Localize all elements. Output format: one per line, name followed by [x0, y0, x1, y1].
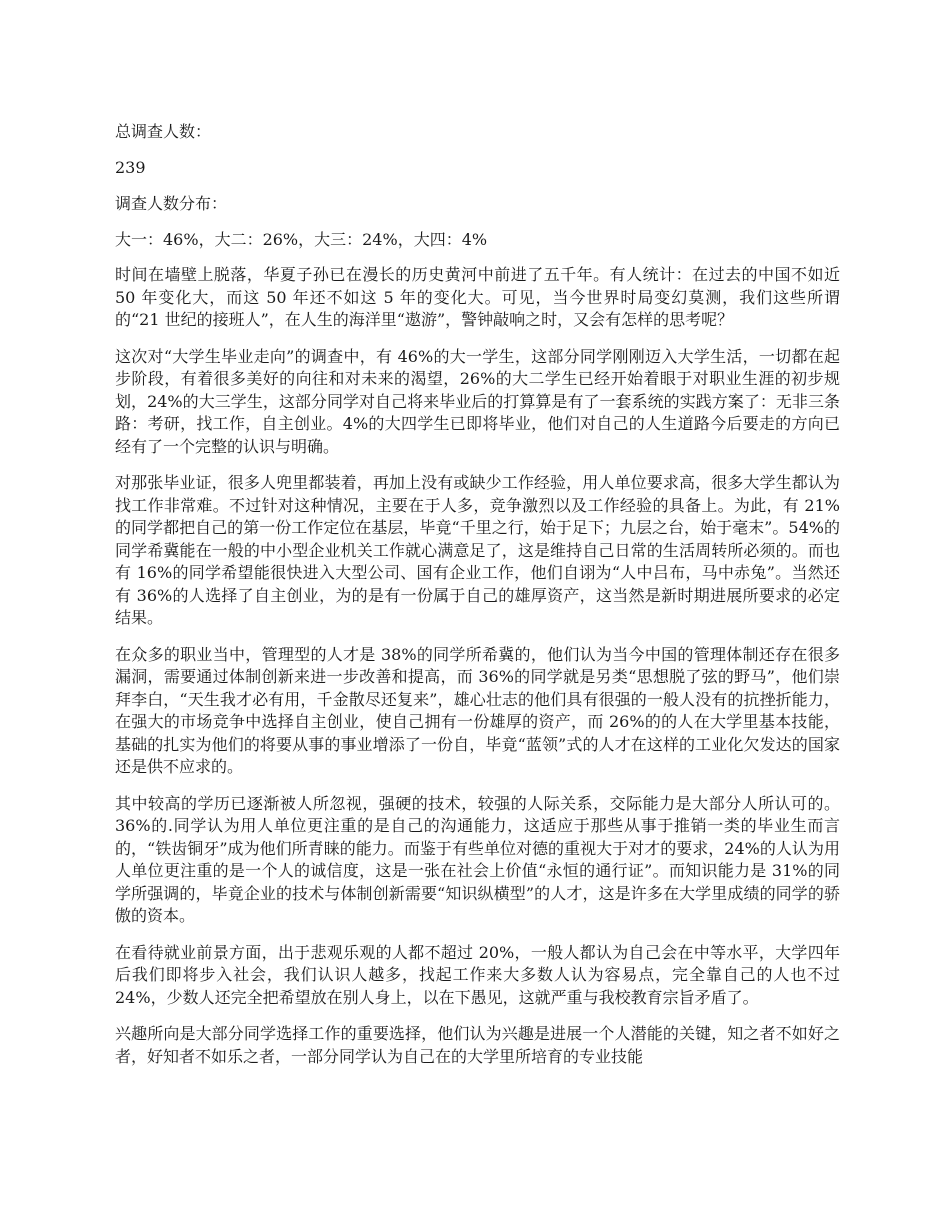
paragraph-intro: 时间在墙壁上脱落，华夏子孙已在漫长的历史黄河中前进了五千年。有人统计：在过去的中国不如近 50 年变化大，而这 50 年还不如这 5 年的变化大。可见，当今世界时局变幻莫测，我们这些所谓的“21 世纪的接班人”，在人生的海洋里“遨游”，警钟敲响之时，又会有怎样的思考呢？	[115, 265, 840, 329]
document-page	[115, 120, 840, 1082]
paragraph-survey-overview: 这次对“大学生毕业走向”的调查中，有 46%的大一学生，这部分同学刚刚迈入大学生活，一切都在起步阶段，有着很多美好的向往和对未来的渴望，26%的大二学生已经开始着眼于对职业生涯的初步规划，24%的大三学生，这部分同学对自己将来毕业后的打算算是有了一套系统的实践方案了：无非三条路：考研，找工作，自主创业。4%的大四学生已即将毕业，他们对自己的人生道路今后要走的方向已经有了一个完整的认识与明确。	[115, 346, 840, 456]
total-respondents-label: 总调查人数：	[115, 122, 212, 141]
paragraph-interest: 兴趣所向是大部分同学选择工作的重要选择，他们认为兴趣是进展一个人潜能的关键，知之者不如好之者，好知者不如乐之者，一部分同学认为自己在的大学里所培育的专业技能	[115, 1024, 840, 1066]
distribution-value: 大一：46%，大二：26%，大三：24%，大四：4%	[115, 230, 488, 249]
total-respondents-value: 239	[115, 158, 146, 177]
paragraph-employment-outlook: 在看待就业前景方面，出于悲观乐观的人都不超过 20%，一般人都认为自己会在中等水平，大学四年后我们即将步入社会，我们认识人越多，找起工作来大多数人认为容易点，完全靠自己的人也不过 24%，少数人还完全把希望放在别人身上，以在下愚见，这就严重与我校教育宗旨矛盾了。	[115, 942, 840, 1007]
distribution-label: 调查人数分布：	[115, 194, 228, 213]
paragraph-employer-focus: 其中较高的学历已逐渐被人所忽视，强硬的技术，较强的人际关系，交际能力是大部分人所认可的。36%的.同学认为用人单位更注重的是自己的沟通能力，这适应于那些从事于推销一类的毕业生而言的，“铁齿铜牙”成为他们所青睐的能力。而鉴于有些单位对德的重视大于对才的要求，24%的人认为用人单位更注重的是一个人的诚信度，这是一张在社会上价值“永恒的通行证”。而知识能力是 31%的同学所强调的，毕竟企业的技术与体制创新需要“知识纵横型”的人才，这是许多在大学里成绩的同学的骄傲的资本。	[115, 793, 840, 925]
paragraph-job-expectations: 对那张毕业证，很多人兜里都装着，再加上没有或缺少工作经验，用人单位要求高，很多大学生都认为找工作非常难。不过针对这种情况，主要在于人多，竞争激烈以及工作经验的具备上。为此，有 21%的同学都把自己的第一份工作定位在基层，毕竟“千里之行，始于足下；九层之台，始于毫末”。54%的同学希冀能在一般的中小型企业机关工作就心满意足了，这是维持自己日常的生活周转所必须的。而也有 16%的同学希望能很快进入大型公司、国有企业工作，他们自诩为“人中吕布，马中赤兔”。当然还有 36%的人选择了自主创业，为的是有一份属于自己的雄厚资产，这当然是新时期进展所要求的必定结果。	[115, 473, 840, 627]
paragraph-career-types: 在众多的职业当中，管理型的人才是 38%的同学所希冀的，他们认为当今中国的管理体制还存在很多漏洞，需要通过体制创新来进一步改善和提高，而 36%的同学就是另类“思想脱了弦的野马”，他们崇拜李白，“天生我才必有用，千金散尽还复来”，雄心壮志的他们具有很强的一般人没有的抗挫折能力，在强大的市场竞争中选择自主创业，使自己拥有一份雄厚的资产，而 26%的的人在大学里基本技能，基础的扎实为他们的将要从事的事业增添了一份自，毕竟“蓝领”式的人才在这样的工业化欠发达的国家还是供不应求的。	[115, 644, 840, 776]
